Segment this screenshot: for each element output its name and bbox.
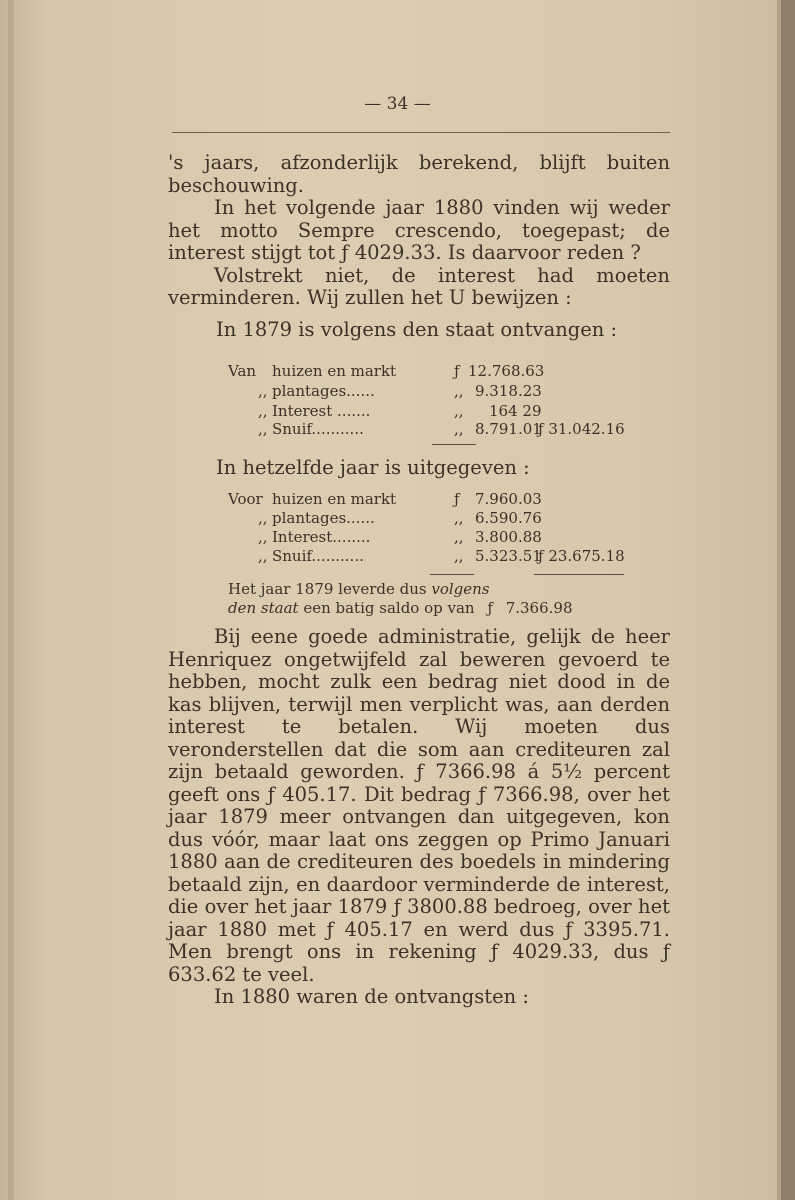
- page-number: — 34 —: [364, 94, 431, 114]
- saldo-statement: [228, 580, 573, 618]
- book-page: — 34 — 's jaars, afzonderlijk berekend, blijft buiten beschouwing. In het volgende jaar 1880 vinden wij weder het motto Sempre crescendo, toegepast; de interest stijgt tot ƒ 4029.33. Is daarvoor reden ? Volstrekt niet, de interest had moeten verminderen. Wij zullen het U bewijzen : In 1879 is volgens den staat ontvangen : Van huizen en markt ƒ 12.768.63 ,, plantages...... ,, 9.318.23 ,, Interest ....... ,, 164 29 ,, Snuif........... ,, 8.791.01 ƒ 31.042.16 In hetzelfde jaar is uitgegeven : Voor huizen en markt ƒ 7.960.03 ,, plantages...... ,, 6.590.76 ,, Interest........ ,, 3.800.88 ,, Snuif........... ,, 5.323.51 ƒ 23.675.18 Het jaar 1879 leverde dus volgens den staat een batig saldo op van ƒ 7.366.98 Bij eene goede administratie, gelijk de heer Henriquez ongetwijfeld zal beweren gevoerd te hebben, mocht zulk een bedrag niet dood in de kas blijven, terwijl men verplicht was, aan derden interest te betalen. Wij moeten dus veronderstellen dat die som aan crediteuren zal zijn betaald geworden. ƒ 7366.98 á 5½ percent geeft ons ƒ 405.17. Dit bedrag ƒ 7366.98, over het jaar 1879 meer ontvangen dan uitgegeven, kon dus vóór, maar laat ons zeggen op Primo Januari 1880 aan de crediteuren des boedels in mindering betaald zijn, en daardoor verminderde de interest, die over het jaar 1879 ƒ 3800.88 bedroeg, over het jaar 1880 met ƒ 405.17 en werd dus ƒ 3395.71. Men brengt ons in rekening ƒ 4029.33, dus ƒ 633.62 te veel. In 1880 waren de ontvangsten :: [0, 0, 795, 1200]
- header-rule: [172, 132, 670, 133]
- received-sum-rule: [432, 444, 476, 445]
- page-edge: [781, 0, 795, 1200]
- bottom-text-block: [168, 626, 670, 1009]
- paragraph-continuation: 's jaars, afzonderlijk berekend, blijft buiten beschouwing.: [168, 151, 670, 197]
- saldo-line-2: den staat een batig saldo op van ƒ 7.366.98: [228, 599, 573, 617]
- top-text-block: [168, 152, 670, 310]
- heading-spent: In hetzelfde jaar is uitgegeven :: [216, 456, 530, 479]
- heading-received: In 1879 is volgens den staat ontvangen :: [216, 318, 618, 341]
- paragraph-1880-ontvangsten: In 1880 waren de ontvangsten :: [214, 985, 529, 1008]
- total-rule: [534, 574, 624, 575]
- paragraph-administratie: Bij eene goede administratie, gelijk de heer Henriquez ongetwijfeld zal beweren gevoerd te hebben, mocht zulk een bedrag niet dood in de kas blijven, terwijl men verplicht was, aan derden interest te betalen. Wij moeten dus veronderstellen dat die som aan crediteuren zal zijn betaald geworden. ƒ 7366.98 á 5½ percent geeft ons ƒ 405.17. Dit bedrag ƒ 7366.98, over het jaar 1879 meer ontvangen dan uitgegeven, kon dus vóór, maar laat ons zeggen op Primo Januari 1880 aan de crediteuren des boedels in mindering betaald zijn, en daardoor verminderde de interest, die over het jaar 1879 ƒ 3800.88 bedroeg, over het jaar 1880 met ƒ 405.17 en werd dus ƒ 3395.71. Men brengt ons in rekening ƒ 4029.33, dus ƒ 633.62 te veel.: [168, 625, 670, 986]
- paragraph-1880-motto: In het volgende jaar 1880 vinden wij weder het motto Sempre crescendo, toegepast; de interest stijgt tot ƒ 4029.33. Is daarvoor reden ?: [168, 196, 670, 264]
- paragraph-volstrekt: Volstrekt niet, de interest had moeten verminderen. Wij zullen het U bewijzen :: [168, 263, 670, 309]
- page-fold-shadow: [8, 0, 14, 1200]
- spent-sum-rule: [430, 574, 474, 575]
- saldo-line-1: Het jaar 1879 leverde dus volgens: [228, 580, 490, 598]
